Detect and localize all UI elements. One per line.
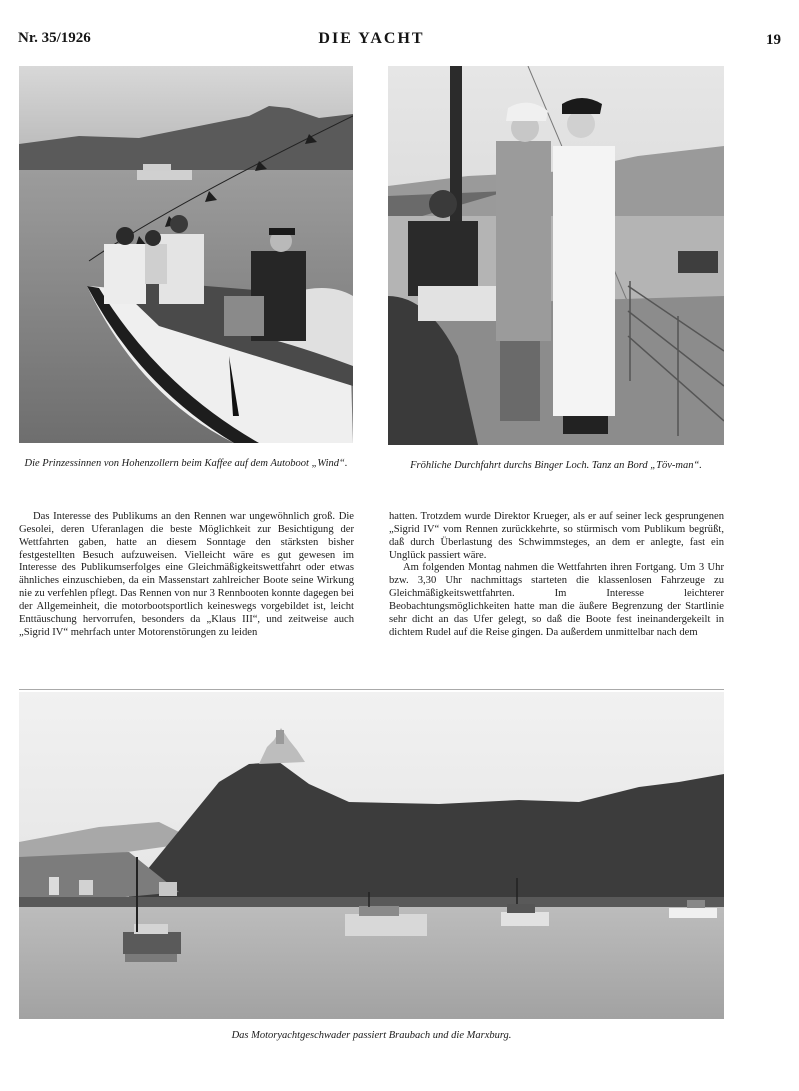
magazine-title: DIE YACHT bbox=[318, 30, 425, 47]
photo-motoryacht-squadron bbox=[19, 692, 724, 1019]
page-header bbox=[18, 30, 781, 54]
caption-top-right: Fröhliche Durchfahrt durchs Binger Loch. Tanz an Bord „Töv-man“. bbox=[410, 460, 702, 471]
article-column-right bbox=[389, 511, 724, 639]
article-paragraph: Am folgenden Montag nahmen die Wettfahrten ihren Fortgang. Um 3 Uhr bzw. 3,30 Uhr nachmittags starteten die klassenlosen Fahrzeuge zu Gleichmäßigkeitswettfahrten. Im Interesse leichterer Beobachtungsmöglichkeiten hatte man die äußere Begrenzung der Startlinie sehr dicht an das Ufer gelegt, so daß die Boote fest ineinandergekeilt in dichtem Rudel auf die Reise gingen. Da außerdem unmittelbar nach dem bbox=[389, 562, 724, 638]
caption-top-left: Die Prinzessinnen von Hohenzollern beim Kaffee auf dem Autoboot „Wind“. bbox=[24, 458, 348, 469]
issue-number: Nr. 35/1926 bbox=[18, 30, 91, 46]
article-paragraph: Das Interesse des Publikums an den Rennen war ungewöhnlich groß. Die Gesolei, deren Uferanlagen die beste Möglichkeit zur Besichtigung der Wettfahrten gaben, hatte an diesem Sonntage den stärksten bisher festgestellten Besuch aufzuweisen. Vielleicht wäre es gut gewesen im Interesse des Publikumserfolges eine Gleichmäßigkeitswettfahrt oder etwas ähnliches einzuschieben, da ein Massenstart zahlreicher Boote seine Wirkung nie zu verfehlen pflegt. Das Rennen von nur 3 Rennbooten konnte dagegen bei der Allgemeinheit, die motorbootsportlich keineswegs vorgebildet ist, leicht Enttäuschung hervorrufen, besonders da „Klaus III“, und zeitweise auch „Sigrid IV“ mehrfach unter Motorenstörungen zu leiden bbox=[19, 511, 354, 638]
article-paragraph: hatten. Trotzdem wurde Direktor Krueger, als er auf seiner leck gesprungenen „Sigrid IV“ vom Rennen zurückkehrte, so stürmisch vom Publikum begrüßt, daß durch Überlastung des Schwimmsteges, an dem er anlegte, fast ein Unglück passiert wäre. bbox=[389, 511, 724, 561]
caption-bottom: Das Motoryachtgeschwader passiert Braubach und die Marxburg. bbox=[231, 1030, 512, 1041]
article-column-left bbox=[19, 511, 354, 639]
photo-princesses-motorboat bbox=[19, 66, 353, 443]
photo-binger-loch-deck bbox=[388, 66, 724, 445]
divider bbox=[19, 689, 724, 690]
page-number: 19 bbox=[766, 32, 781, 48]
